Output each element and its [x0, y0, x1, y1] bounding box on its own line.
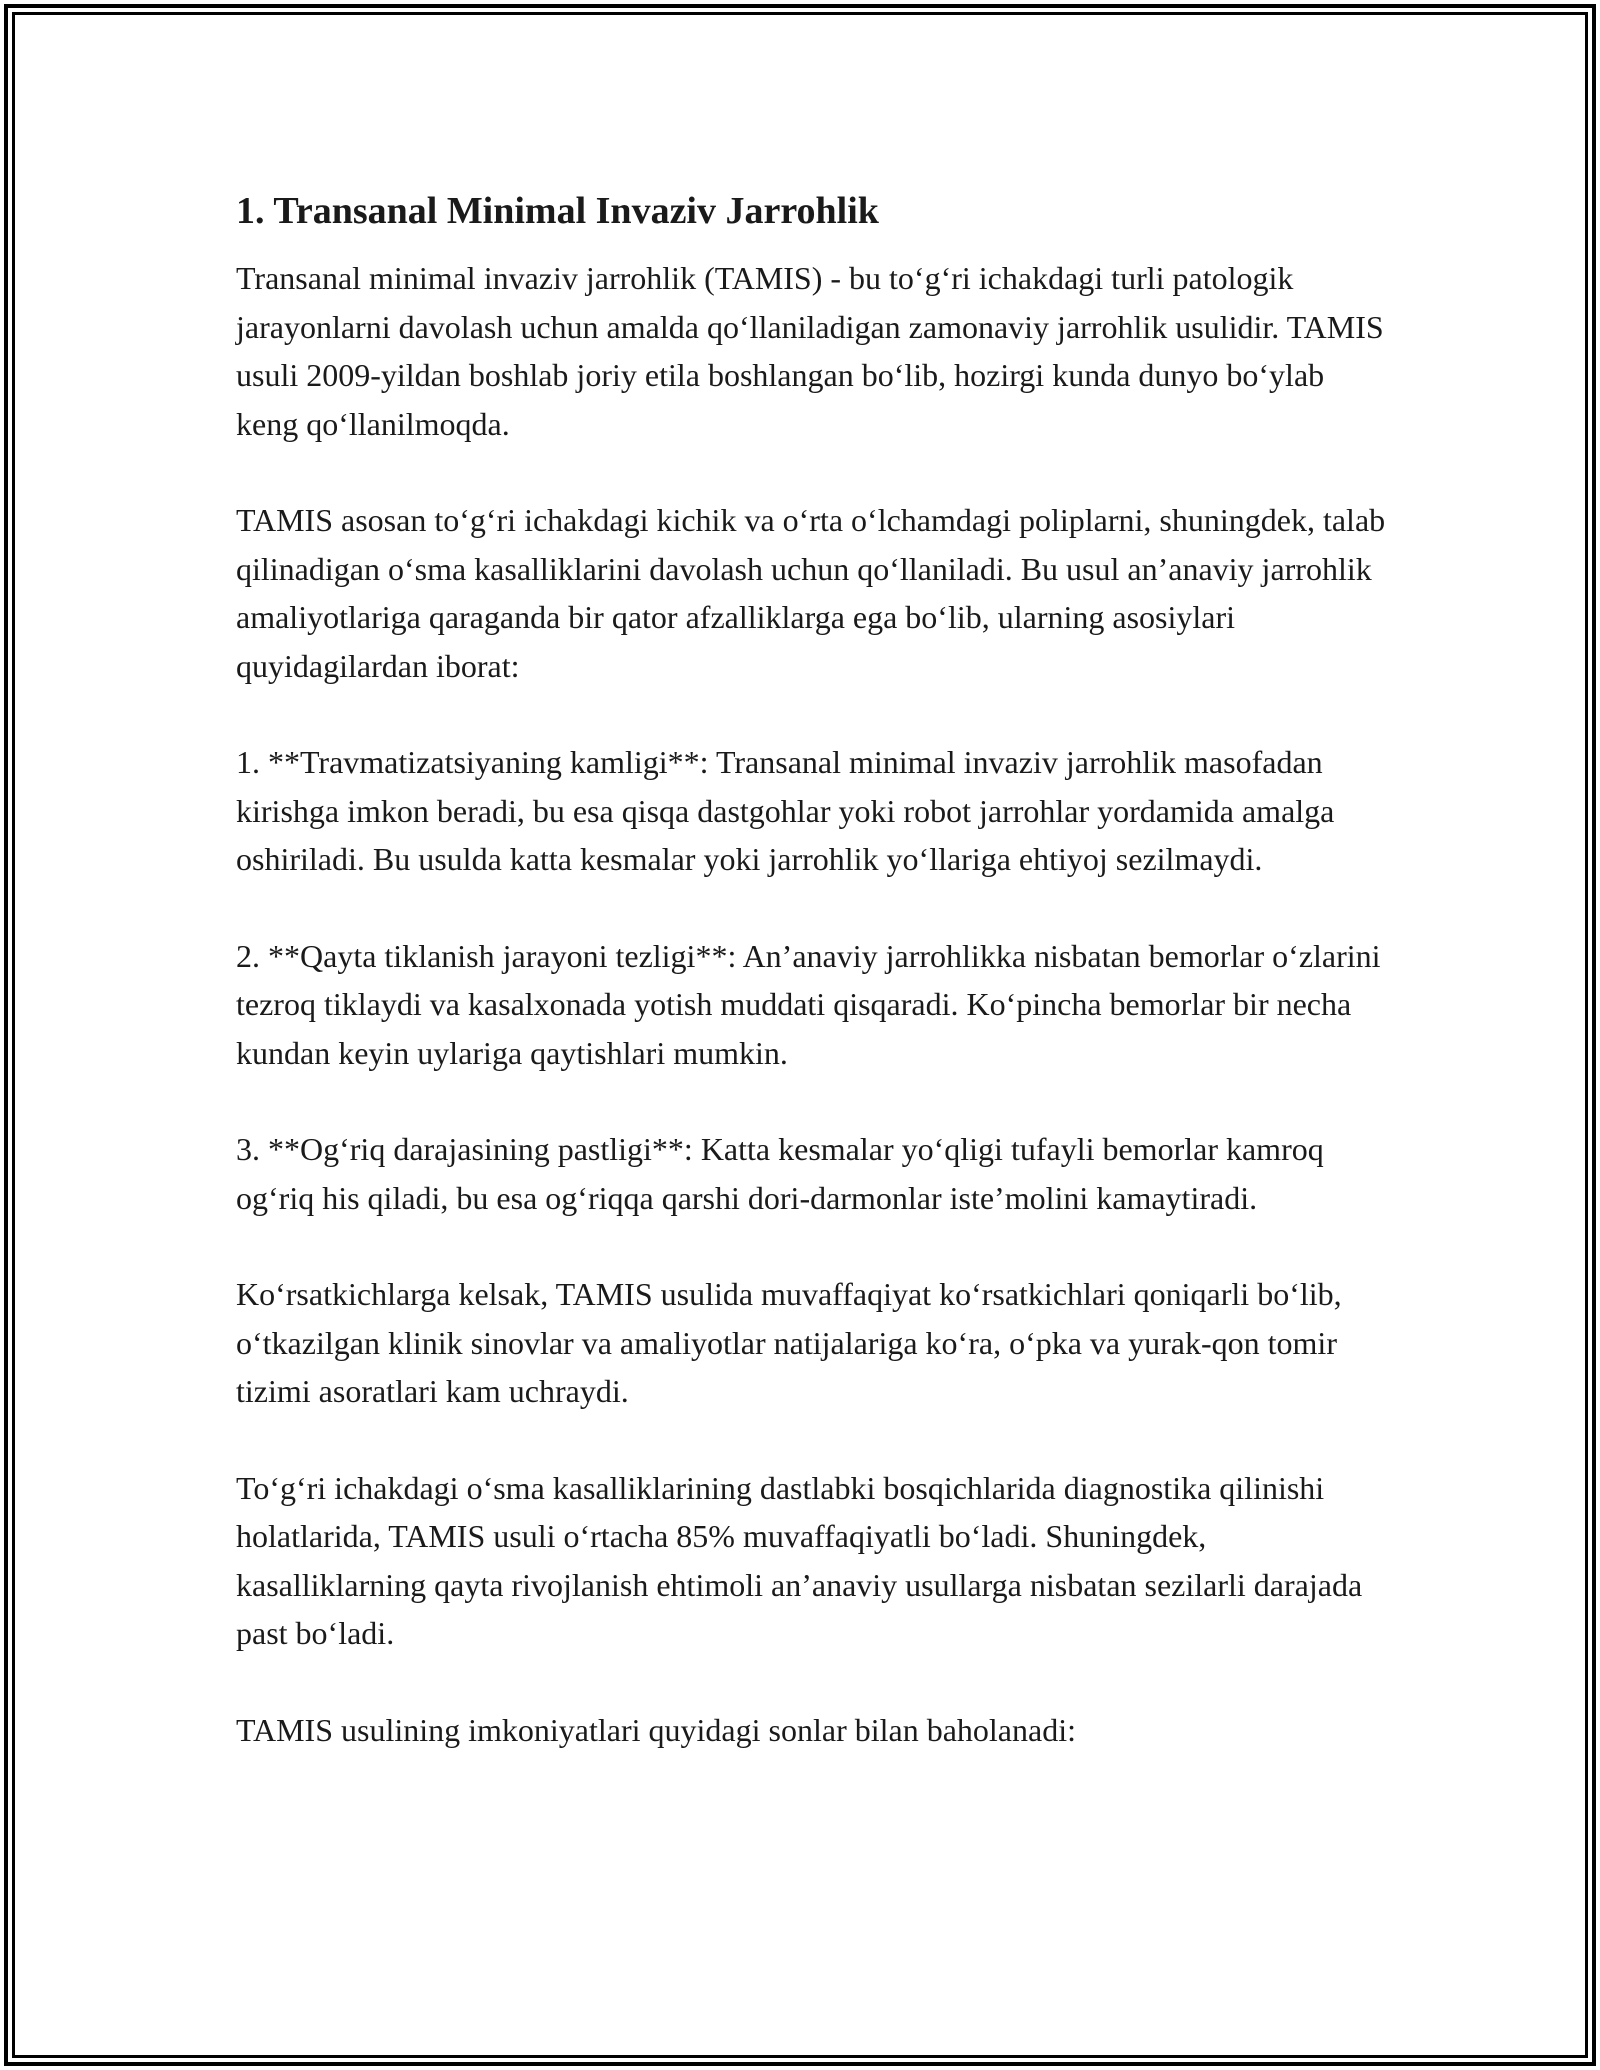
paragraph-success-rate: To‘g‘ri ichakdagi o‘sma kasalliklarining dastlabki bosqichlarida diagnostika qilinishi holatlarida, TAMIS usuli o‘rtacha 85% muvaffaqiyatli bo‘ladi. Shuningdek, kasalliklarning qayta rivojlanish ehtimoli an’anaviy usullarga nisbatan sezilarli darajada past bo‘ladi. — [236, 1469, 1363, 1651]
paragraph-indicators: Ko‘rsatkichlarga kelsak, TAMIS usulida muvaffaqiyat ko‘rsatkichlari qoniqarli bo‘lib, o‘tkazilgan klinik sinovlar va amaliyotlar natijalariga ko‘ra, o‘pka va yurak-qon tomir tizimi asoratlari kam uchraydi. — [236, 1276, 1342, 1409]
list-item-recovery: 2. **Qayta tiklanish jarayoni tezligi**: An’anaviy jarrohlikka nisbatan bemorlar o‘zlarini tezroq tiklaydi va kasalxonada yotish muddati qisqaradi. Ko‘pincha bemorlar bir necha kundan keyin uylariga qaytishlari mumkin. — [236, 937, 1381, 1071]
paragraph-closing: TAMIS usulining imkoniyatlari quyidagi sonlar bilan baholanadi: — [236, 1711, 1076, 1748]
document-body — [236, 186, 1386, 1802]
list-item-pain: 3. **Og‘riq darajasining pastligi**: Katta kesmalar yo‘qligi tufayli bemorlar kamroq og‘riq his qiladi, bu esa og‘riqqa qarshi dori-darmonlar iste’molini kamaytiradi. — [236, 1131, 1324, 1216]
paragraph-intro: Transanal minimal invaziv jarrohlik (TAMIS) - bu to‘g‘ri ichakdagi turli patologik jarayonlarni davolash uchun amalda qo‘llaniladigan zamonaviy jarrohlik usulidir. TAMIS usuli 2009-yildan boshlab joriy etila boshlangan bo‘lib, hozirgi kunda dunyo bo‘ylab keng qo‘llanilmoqda. — [236, 260, 1384, 442]
paragraph-usage: TAMIS asosan to‘g‘ri ichakdagi kichik va o‘rta o‘lchamdagi poliplarni, shuningdek, talab qilinadigan o‘sma kasalliklarini davolash uchun qo‘llaniladi. Bu usul an’anaviy jarrohlik amaliyotlariga qaraganda bir qator afzalliklarga ega bo‘lib, ularning asosiylari quyidagilardan iborat: — [236, 502, 1386, 684]
list-item-trauma: 1. **Travmatizatsiyaning kamligi**: Transanal minimal invaziv jarrohlik masofadan kirishga imkon beradi, bu esa qisqa dastgohlar yoki robot jarrohlar yordamida amalga oshiriladi. Bu usulda katta kesmalar yoki jarrohlik yo‘llariga ehtiyoj sezilmaydi. — [236, 744, 1335, 877]
section-heading: 1. Transanal Minimal Invaziv Jarrohlik — [236, 190, 879, 232]
